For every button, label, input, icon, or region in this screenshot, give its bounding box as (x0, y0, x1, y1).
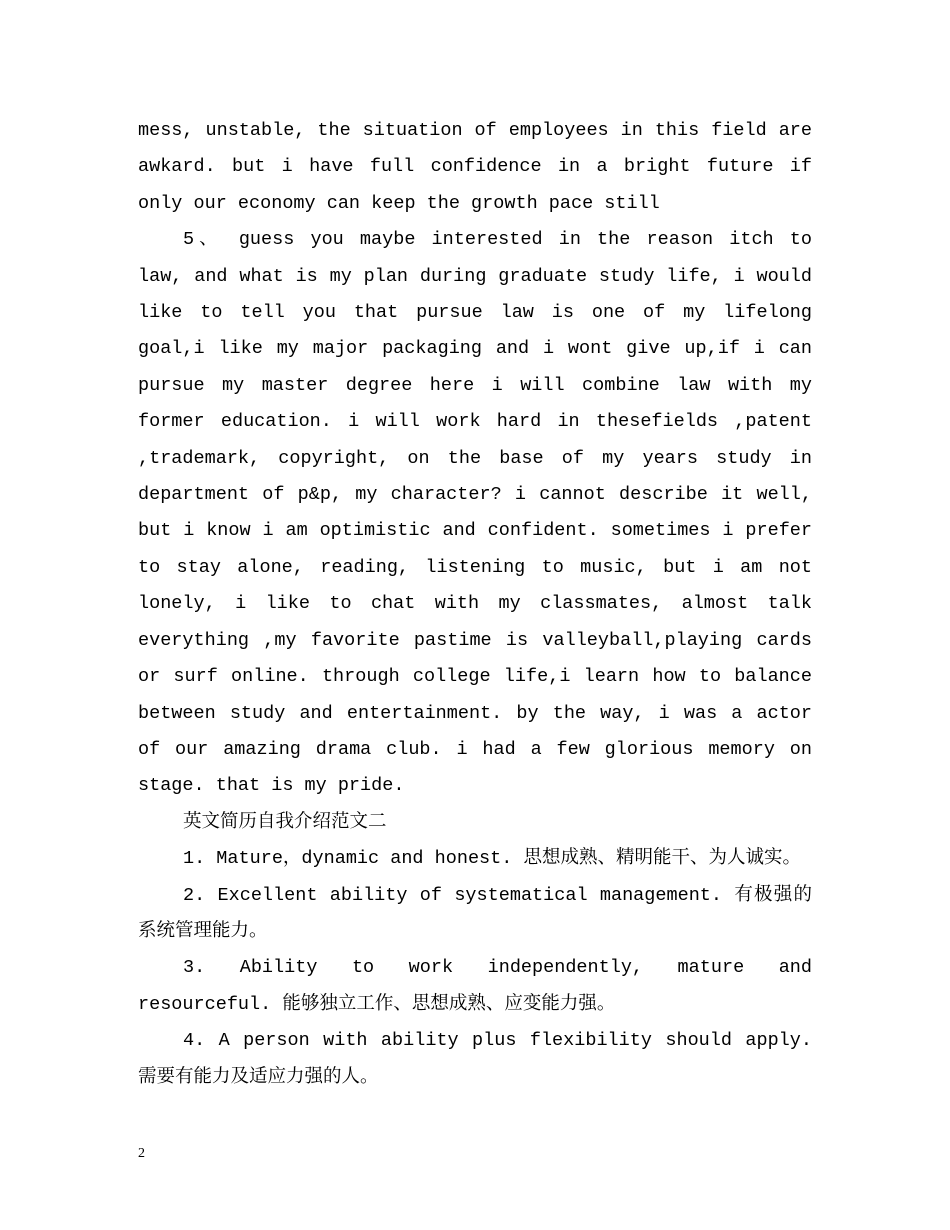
list-item-2: 2. Excellent ability of systematical management. 有极强的系统管理能力。 (138, 884, 812, 942)
page-number: 2 (138, 1146, 145, 1161)
paragraph-item-5: 5、 guess you maybe interested in the reason itch to law, and what is my plan during graduate study life, i would like to tell you that pursue law is one of my lifelong goal,i like my major packaging and i wont give up,if i can pursue my master degree here i will combine law with my former education. i will work hard in thesefields ,patent ,trademark, copyright, on the base of my years study in department of p&p, my character? i cannot describe it well, but i know i am optimistic and confident. sometimes i prefer to stay alone, reading, listening to music, but i am not lonely, i like to chat with my classmates, almost talk everything ,my favorite pastime is valleyball,playing cards or surf online. through college life,i learn how to balance between study and entertainment. by the way, i was a actor of our amazing drama club. i had a few glorious memory on stage. that is my pride. (138, 229, 812, 797)
section-heading: 英文简历自我介绍范文二 (183, 811, 387, 833)
list-item-1: 1. Mature，dynamic and honest. 思想成熟、精明能干、为人诚实。 (183, 848, 801, 870)
paragraph-continuation: mess, unstable, the situation of employees in this field are awkard. but i have full confidence in a bright future if only our economy can keep the growth pace still (138, 120, 812, 214)
list-item-4: 4. A person with ability plus flexibility should apply. 需要有能力及适应力强的人。 (138, 1030, 812, 1088)
list-item-3: 3. Ability to work independently, mature and resourceful. 能够独立工作、思想成熟、应变能力强。 (138, 957, 812, 1015)
page-body (138, 113, 812, 1096)
